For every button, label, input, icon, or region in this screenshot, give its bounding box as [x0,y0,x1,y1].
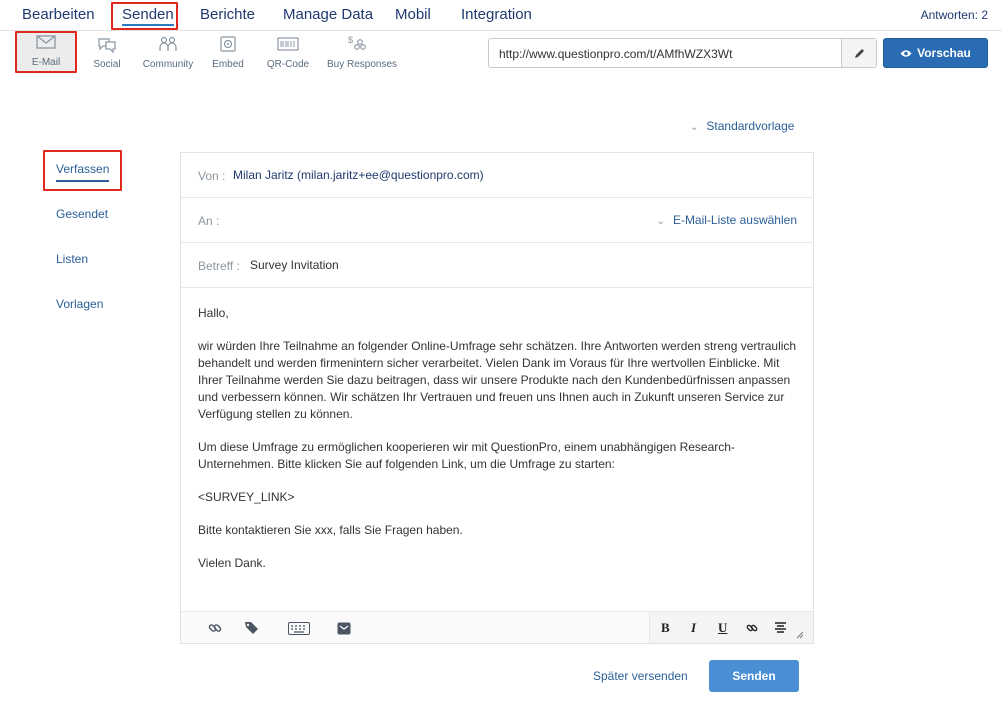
subject-input[interactable]: Survey Invitation [250,258,339,272]
tool-buy-responses[interactable] [327,33,398,70]
envelope-icon [16,31,76,53]
body-paragraph: <SURVEY_LINK> [198,490,295,504]
send-button[interactable]: Senden [709,660,799,692]
edit-url-button[interactable] [841,39,876,67]
resize-handle-icon[interactable] [795,630,805,640]
template-label: Standardvorlage [706,119,795,133]
nav-bearbeiten[interactable]: Bearbeiten [22,6,95,23]
nav-senden[interactable] [122,6,174,23]
tool-email-label: E-Mail [31,57,61,68]
from-row [181,153,813,198]
preview-button[interactable] [883,38,988,68]
tool-buy-responses-label: Buy Responses [327,59,398,70]
to-row[interactable] [181,198,813,243]
from-value: Milan Jaritz (milan.jaritz+ee@questionpro.com) [233,168,484,182]
nav-integration[interactable]: Integration [461,6,532,23]
nav-mobil[interactable]: Mobil [395,6,431,23]
pencil-icon [854,48,865,59]
buy-responses-icon [327,33,387,55]
active-underline [56,180,109,182]
tool-community[interactable] [138,33,198,70]
email-list-label: E-Mail-Liste auswählen [672,213,797,227]
nav-berichte[interactable]: Berichte [200,6,256,23]
from-label: Von : [198,169,226,183]
menu-vorlagen[interactable]: Vorlagen [56,297,104,311]
tool-email[interactable] [16,31,76,71]
embed-icon [198,33,258,55]
tool-qr-code[interactable] [258,33,318,70]
to-label: An : [198,214,220,228]
survey-url[interactable]: http://www.questionpro.com/t/AMfhWZX3Wt [499,47,733,61]
keyboard-icon[interactable] [288,620,310,636]
bold-button[interactable]: B [661,620,670,635]
email-list-select[interactable] [657,213,797,227]
tool-qr-code-label: QR-Code [266,59,310,70]
tool-social-label: Social [93,59,121,70]
send-later-link[interactable]: Später versenden [593,669,688,683]
menu-gesendet[interactable]: Gesendet [56,207,109,221]
chevron-down-icon: ⌄ [656,216,665,227]
chevron-down-icon: ⌄ [690,122,699,133]
body-paragraph: Bitte kontaktieren Sie xxx, falls Sie Fragen haben. [198,523,463,537]
menu-verfassen[interactable] [56,162,109,176]
menu-listen[interactable]: Listen [56,252,89,266]
qr-code-icon [258,33,318,55]
editor-toolbar [181,611,813,643]
underline-button[interactable]: U [718,620,728,635]
nav-manage-data[interactable]: Manage Data [283,6,374,23]
body-paragraph: wir würden Ihre Teilnahme an folgender Online-Umfrage sehr schätzen. Ihre Antworten werden streng vertraulich behandelt und werden firmenintern sicher verarbeitet. Vielen Dank im Voraus für Ihre wertvollen Einblicke. Mit Ihrer Teilnahme werden Sie dazu beitragen, dass wir unsere Produkte nach den Kundenbedürfnissen anpassen und verbessern können. Wir schätzen Ihr Vertrauen und freuen uns Ihnen auch in Zukunft unseren Service zur Verfügung stellen zu können. [198,339,797,421]
answers-count: Antworten: 2 [920,8,988,22]
compose-email-card [180,152,814,644]
body-paragraph: Hallo, [198,306,229,320]
italic-button[interactable]: I [691,620,697,635]
nav-senden-label: Senden [122,6,174,23]
preview-label: Vorschau [917,46,971,60]
template-selector[interactable] [690,119,794,133]
tool-embed-label: Embed [212,59,244,70]
community-icon [138,33,198,55]
survey-url-field[interactable] [488,38,877,68]
body-paragraph: Um diese Umfrage zu ermöglichen kooperieren wir mit QuestionPro, einem unabhängigen Research-Unternehmen. Bitte klicken Sie auf folgenden Link, um die Umfrage zu starten: [198,440,735,471]
subject-row [181,243,813,288]
top-navigation [0,0,1002,31]
tool-embed[interactable] [198,33,258,70]
tag-icon[interactable] [243,620,261,636]
link-icon[interactable] [206,620,224,636]
tool-social[interactable] [77,33,137,70]
menu-verfassen-label: Verfassen [56,162,110,176]
svg-text:$: $ [348,35,354,45]
format-toolbar [649,612,813,643]
eye-icon [900,49,912,58]
social-icon [77,33,137,55]
link-icon[interactable] [743,620,761,636]
email-body[interactable] [198,305,802,588]
active-underline [122,24,174,26]
tool-community-label: Community [142,59,194,70]
subject-label: Betreff : [198,259,240,273]
envelope-icon[interactable] [335,620,353,636]
align-center-icon[interactable] [771,620,789,636]
body-paragraph: Vielen Dank. [198,556,266,570]
